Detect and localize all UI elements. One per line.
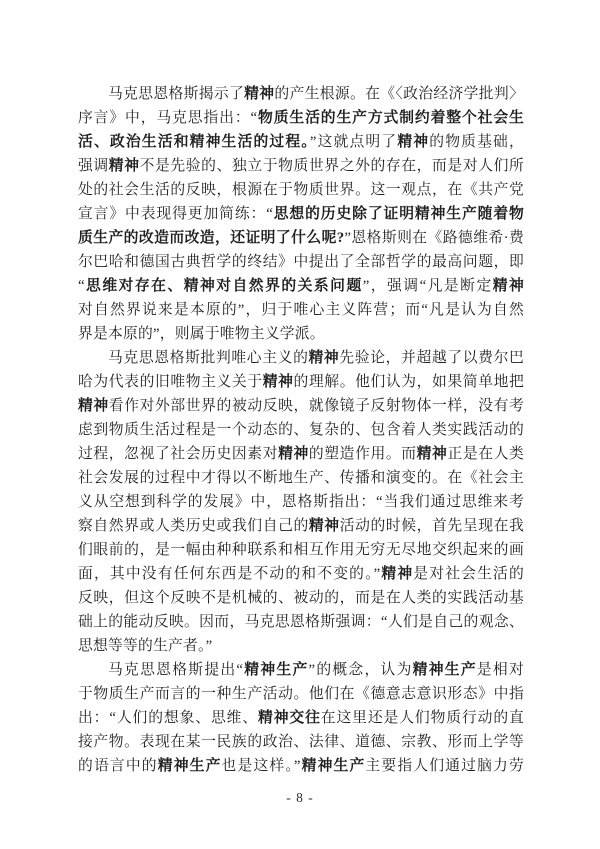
text-segment: 精神 [380,566,414,582]
text-line [78,370,524,394]
text-segment: 思想等等的生产者。” [78,638,213,654]
text-segment: 精神生产 [243,662,309,678]
paragraph [78,658,524,778]
text-segment: 精神 [397,134,430,150]
text-segment: 哈为代表的旧唯物主义关于 [78,374,263,390]
text-segment: ”的概念，认为 [308,662,413,678]
text-segment: ”恩格斯则在《路德维希·费 [344,230,524,246]
text-segment: 思想的历史除了证明精神生产随着物 [273,206,525,222]
text-segment: 精神 [262,374,294,390]
text-segment: 也是这样。” [221,758,301,774]
text-line [78,226,524,250]
text-segment: 不是先验的、独立于物质世界之外的存在，而是对人们所 [139,158,524,174]
text-segment: 马克思恩格斯揭示了 [108,86,245,102]
text-line [78,610,524,634]
text-segment: 精神 [78,398,109,414]
text-segment: 正是在人类 [447,446,525,462]
text-segment: 过程，忽视了社会历史因素对 [78,446,279,462]
text-line [78,490,524,514]
text-segment: 社会发展的过程中才得以不断地生产、传播和演变的。在《社会主 [78,470,524,486]
text-segment: 先验论，并超越了以费尔巴 [339,350,525,366]
text-line [78,730,524,754]
text-segment: 接产物。表现在某一民族的政治、法律、道德、宗教、形而上学等 [78,734,524,750]
text-line [78,634,524,658]
text-segment: 精神生产 [300,758,366,774]
text-segment: 界是本原的”，则属于唯物主义学派。 [78,326,325,342]
text-line [78,538,524,562]
text-segment: 在这里还是人们物质行动的直 [320,710,524,726]
text-segment: 的产生根源。在《〈政治经济学批判〉 [274,86,524,102]
text-line [78,82,524,106]
text-line [78,274,524,298]
text-line [78,250,524,274]
text-segment: 物质生活的生产方式制约着整个社会生 [257,110,525,126]
text-segment: 于物质生产而言的一种生产活动。他们在《德意志意识形态》中指 [78,686,524,702]
text-segment: 是相对 [476,662,524,678]
text-line [78,346,524,370]
text-segment: 看作对外部世界的被动反映，就像镜子反射物体一样，没有考 [108,398,525,414]
text-segment: ”这就点明了 [309,134,398,150]
text-segment: 是对社会生活的 [413,566,524,582]
text-line [78,754,524,778]
text-line [78,658,524,682]
text-segment: 的物质基础， [429,134,524,150]
text-line [78,394,524,418]
text-segment: 马克思恩格斯提出“ [108,662,244,678]
text-line [78,322,524,346]
text-line [78,706,524,730]
text-segment: 察自然界或人类历史或我们自己的 [78,518,309,534]
text-segment: 精神 [492,278,525,294]
text-segment: 精神 [416,446,448,462]
text-line [78,442,524,466]
text-segment: 础上的能动反映。因而，马克思恩格斯强调：“人们是自己的观念、 [78,614,524,630]
text-line [78,130,524,154]
text-segment: 精神 [278,446,309,462]
text-segment: 主要指人们通过脑力劳 [365,758,524,774]
text-segment: 精神交往 [258,710,321,726]
text-segment: 质生产的改造而改造，还证明了什么呢? [78,230,345,246]
text-segment: “ [78,278,85,294]
text-line [78,106,524,130]
paragraph [78,82,524,346]
page-footer [0,790,600,806]
text-line [78,586,524,610]
text-segment: 宣言》中表现得更加简练：“ [78,206,274,222]
text-segment: 出：“人们的想象、思维、 [78,710,259,726]
text-line [78,562,524,586]
text-line [78,202,524,226]
text-line [78,154,524,178]
text-segment: 义从空想到科学的发展》中，恩格斯指出：“当我们通过思维来考 [78,494,524,510]
text-segment: 精神 [308,518,340,534]
text-line [78,178,524,202]
text-segment: 处的社会生活的反映，根源在于物质世界。这一观点，在《共产党 [78,182,524,198]
text-segment: 序言》中，马克思指出：“ [78,110,258,126]
text-line [78,514,524,538]
text-segment: 精神 [308,350,340,366]
text-segment: ”，强调“凡是断定 [362,278,493,294]
text-line [78,466,524,490]
text-segment: 的语言中的 [78,758,158,774]
text-segment: 虑到物质生活过程是一个动态的、复杂的、包含着人类实践活动的 [78,422,524,438]
text-segment: 精神生产 [157,758,222,774]
text-line [78,298,524,322]
text-segment: 精神生产 [412,662,477,678]
text-segment: 思维对存在、精神对自然界的关系问题 [84,278,363,294]
text-segment: 活、政治生活和精神生活的过程。 [78,134,310,150]
paragraph [78,346,524,658]
text-segment: 尔巴哈和德国古典哲学的终结》中提出了全部哲学的最高问题，即 [78,254,524,270]
document-body [78,82,524,778]
text-line [78,682,524,706]
text-segment: 们眼前的，是一幅由种种联系和相互作用无穷无尽地交织起来的画 [78,542,524,558]
page-number: - 8 - [286,790,314,805]
text-segment: 精神 [244,86,275,102]
text-line [78,418,524,442]
text-segment: 反映，但这个反映不是机械的、被动的，而是在人类的实践活动基 [78,590,524,606]
text-segment: 对自然界说来是本原的”，归于唯心主义阵营；而“凡是认为自然 [78,302,524,318]
text-segment: 马克思恩格斯批判唯心主义的 [108,350,309,366]
text-segment: 的理解。他们认为，如果简单地把 [293,374,525,390]
text-segment: 强调 [78,158,109,174]
text-segment: 精神 [108,158,140,174]
text-segment: 的塑造作用。而 [308,446,417,462]
text-segment: 活动的时候，首先呈现在我 [339,518,524,534]
text-segment: 面，其中没有任何东西是不动的和不变的。” [78,566,381,582]
